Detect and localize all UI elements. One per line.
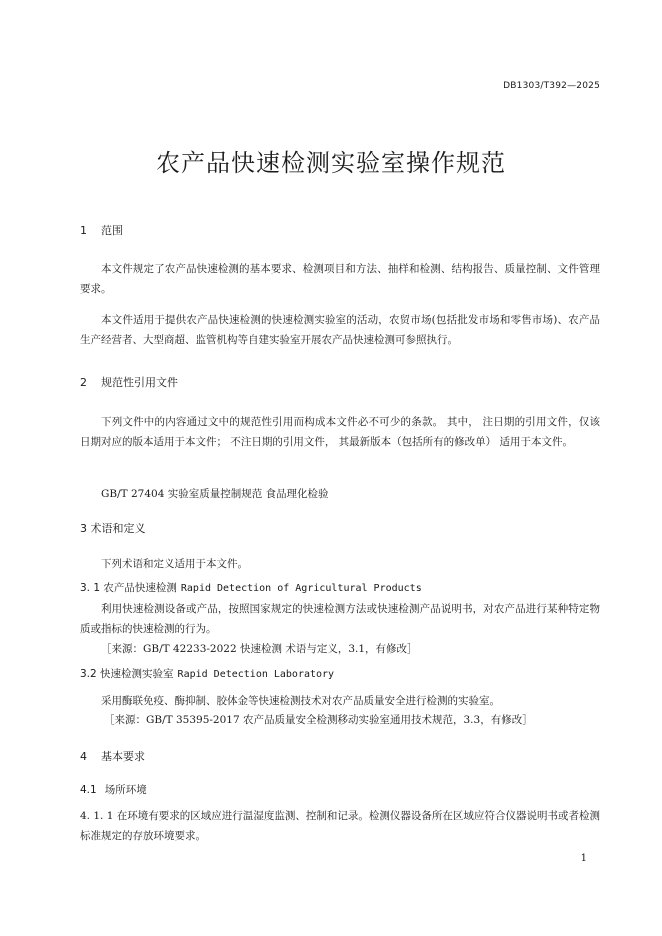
section-2-title: 规范性引用文件	[101, 376, 178, 389]
term-3-1-source: ［来源：GB/T 42233-2022 快速检测 术语与定义，3.1，有修改］	[101, 643, 418, 655]
term-3-2-en: Rapid Detection Laboratory	[177, 669, 335, 680]
term-3-2-cn: 快速检测实验室	[100, 668, 174, 680]
section-2-paragraph: 下列文件中的内容通过文中的规范性引用而构成本文件必不可少的条款。 其中， 注日期的引用文件，仅该日期对应的版本适用于本文件； 不注日期的引用文件， 其最新版本（包括所有的修改单） 适用于本文件。	[80, 416, 600, 448]
section-1-title: 范围	[101, 224, 123, 237]
term-3-1-en: Rapid Detection of Agricultural Products	[180, 583, 422, 594]
section-2-number: 2	[80, 376, 87, 389]
subsection-4-1-number: 4.1	[80, 784, 97, 796]
page-number: 1	[580, 853, 587, 864]
section-1-heading	[80, 222, 123, 238]
section-1-number: 1	[80, 224, 87, 237]
reference-gbt-27404: GB/T 27404 实验室质量控制规范 食品理化检验	[101, 488, 329, 500]
section-3-intro: 下列术语和定义适用于本文件。	[101, 558, 248, 570]
term-3-1-heading	[80, 580, 422, 595]
item-4-1-1: 4. 1. 1 在环境有要求的区域应进行温湿度监测、控制和记录。检测仪器设备所在区域应符合仪器说明书或者检测标准规定的存放环境要求。	[80, 810, 600, 842]
subsection-4-1-heading	[80, 782, 147, 797]
section-1-paragraph-1: 本文件规定了农产品快速检测的基本要求、检测项目和方法、抽样和检测、结构报告、质量控制、文件管理要求。	[80, 263, 600, 295]
section-3-heading: 3 术语和定义	[80, 522, 146, 535]
section-4-number: 4	[80, 750, 87, 763]
term-3-1-cn: 农产品快速检测	[103, 582, 177, 594]
document-number: DB1303/T392—2025	[503, 81, 600, 91]
page-title: 农产品快速检测实验室操作规范	[156, 149, 506, 177]
term-3-2-number: 3.2	[80, 668, 97, 680]
section-4-title: 基本要求	[101, 750, 145, 763]
term-3-2-definition: 采用酶联免疫、酶抑制、胶体金等快速检测技术对农产品质量安全进行检测的实验室。	[101, 695, 500, 707]
subsection-4-1-title: 场所环境	[104, 784, 147, 796]
term-3-2-heading	[80, 666, 334, 681]
term-3-1-definition: 利用快速检测设备或产品，按照国家规定的快速检测方法或快速检测产品说明书，对农产品进行某种特定物质或指标的快速检测的行为。	[80, 603, 600, 635]
term-3-2-source: ［来源：GB/T 35395-2017 农产品质量安全检测移动实验室通用技术规范，3.3，有修改］	[104, 714, 533, 726]
term-3-1-number: 3. 1	[80, 582, 101, 594]
section-2-heading	[80, 374, 178, 390]
section-4-heading	[80, 748, 145, 764]
section-1-paragraph-2: 本文件适用于提供农产品快速检测的快速检测实验室的活动，农贸市场(包括批发市场和零售市场)、农产品生产经营者、大型商超、监管机构等自建实验室开展农产品快速检测可参照执行。	[80, 314, 600, 346]
